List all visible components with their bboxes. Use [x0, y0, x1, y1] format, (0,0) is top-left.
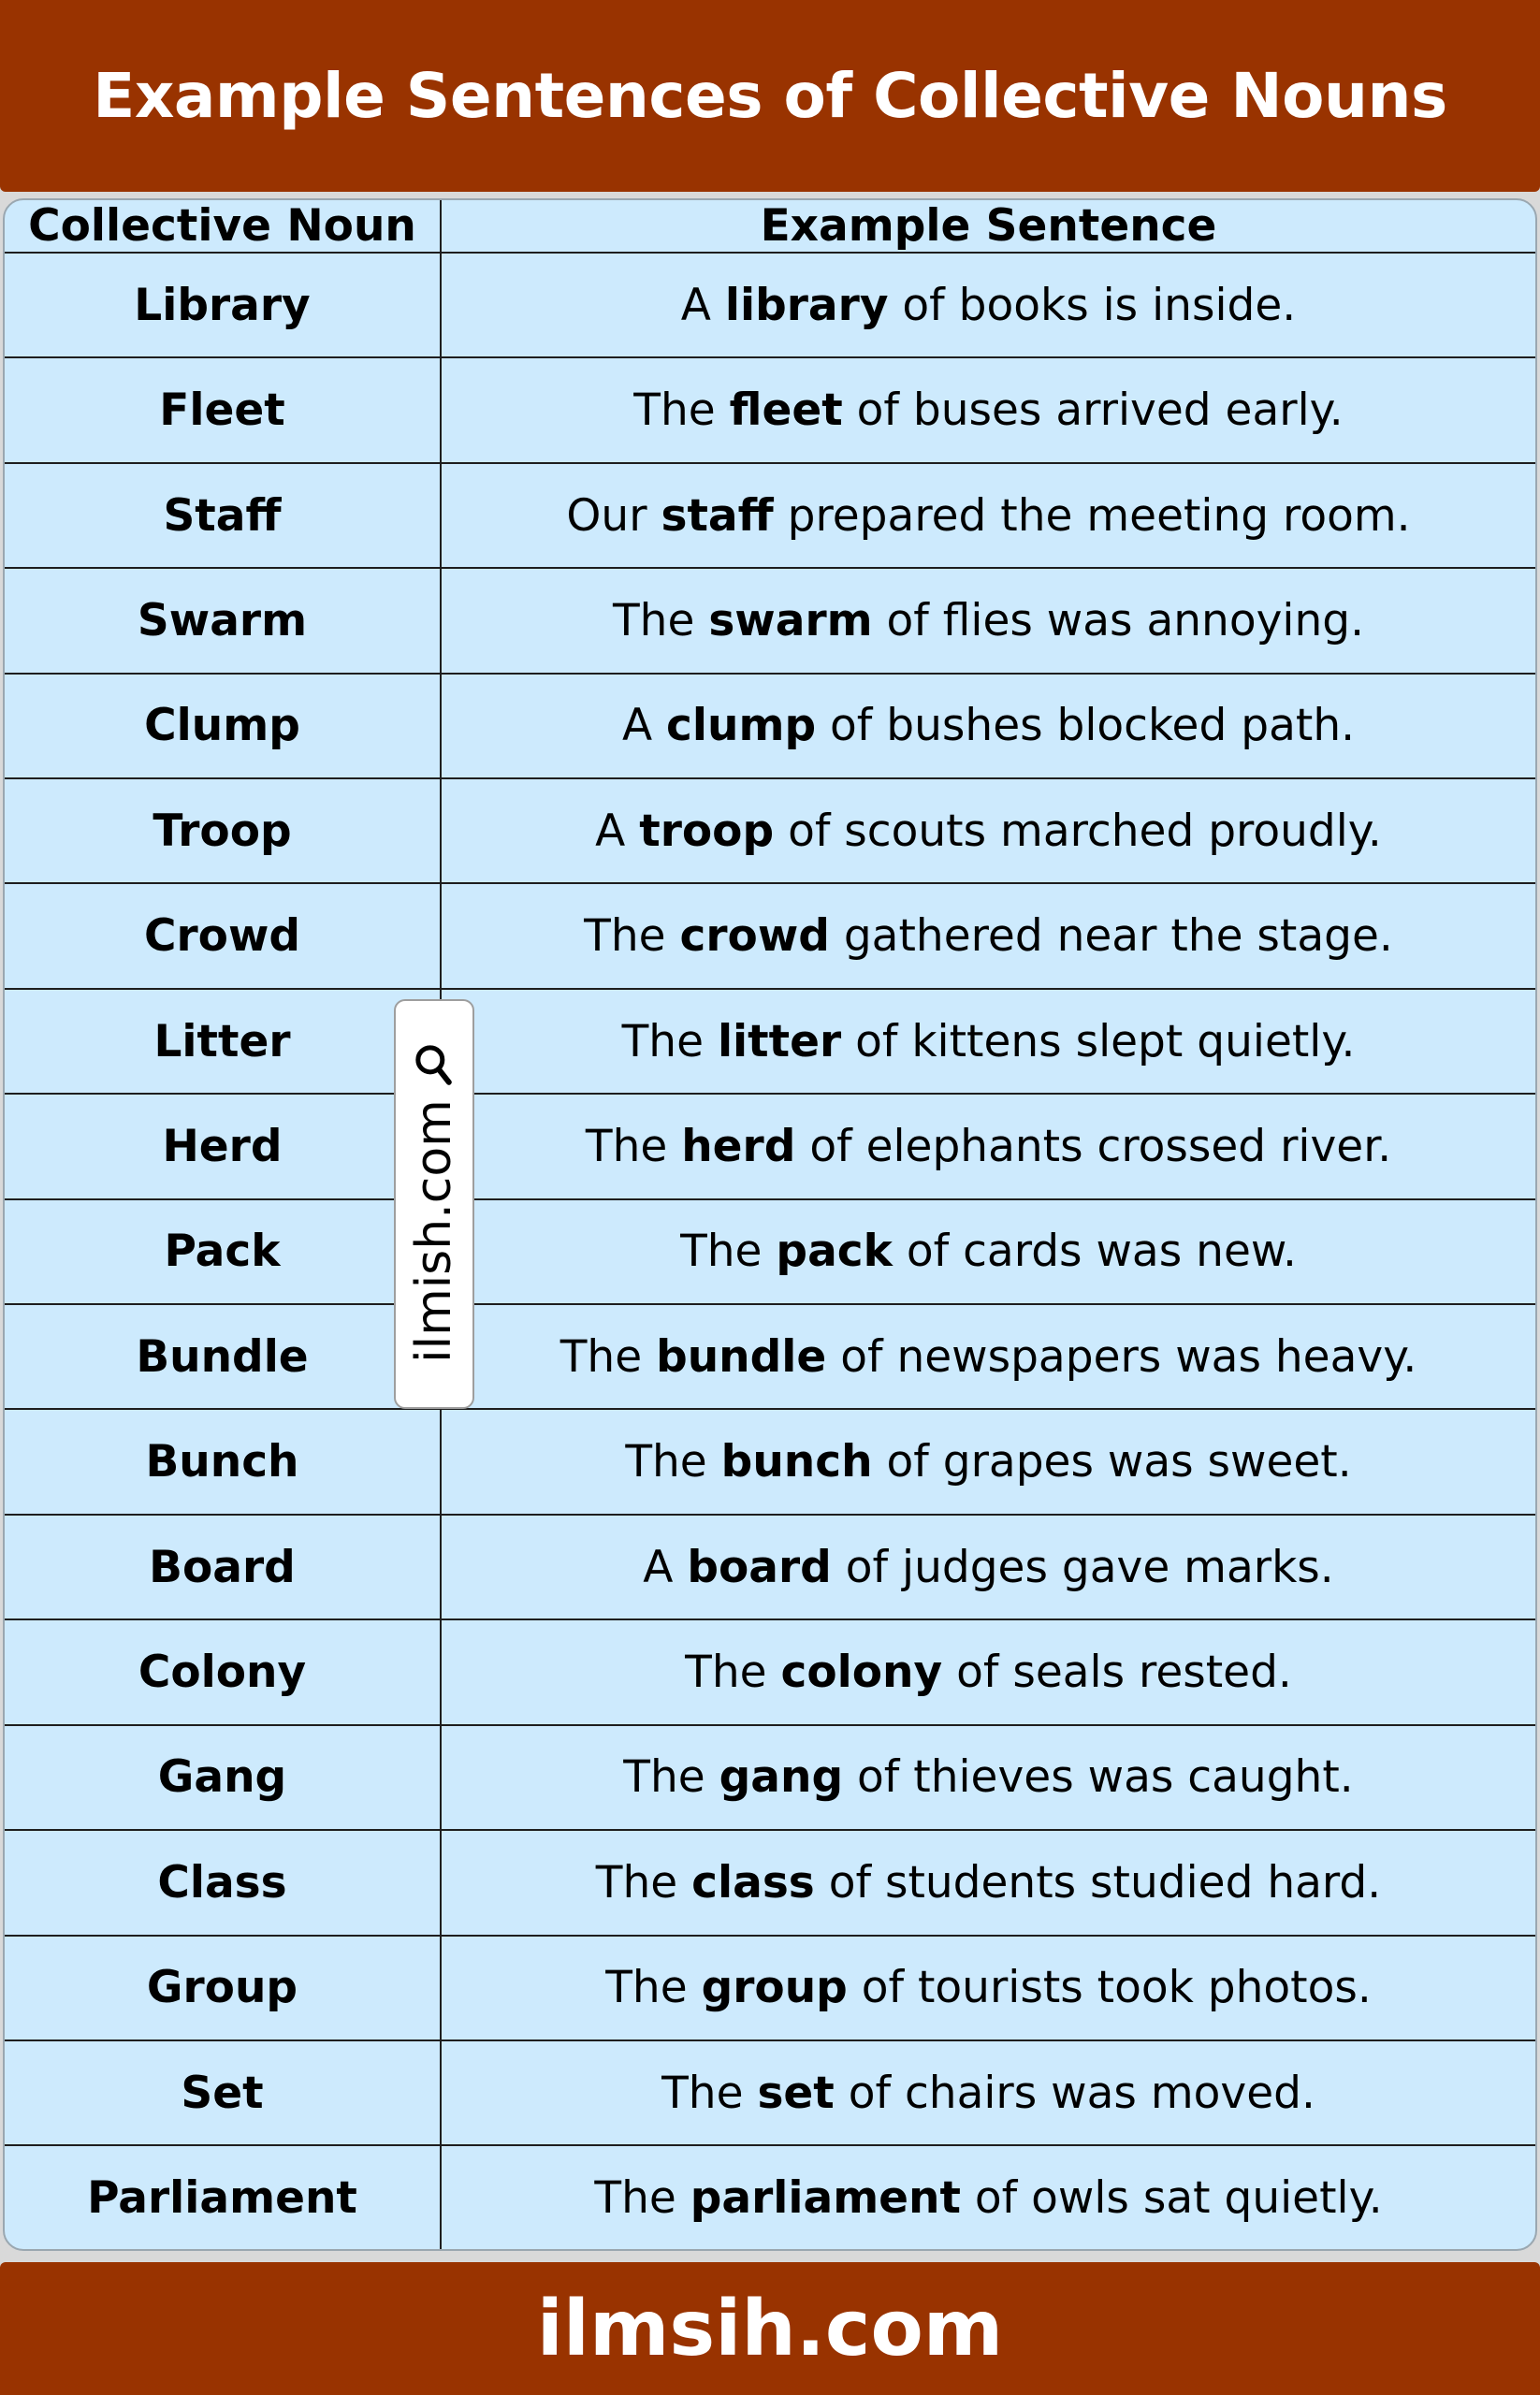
sentence-suffix: of newspapers was heavy.: [826, 1330, 1417, 1383]
sentence-cell: [441, 883, 1535, 988]
noun-cell: Parliament: [5, 2145, 441, 2249]
table-row: [5, 1936, 1535, 2040]
sentence-cell: [441, 1304, 1535, 1409]
magnifier-icon: [414, 1043, 455, 1088]
table-row: [5, 1094, 1535, 1198]
sentence-noun-highlight: class: [691, 1856, 815, 1909]
sentence-prefix: A: [643, 1541, 688, 1593]
sentence-prefix: The: [559, 1330, 657, 1383]
sentence-noun-highlight: swarm: [708, 594, 873, 646]
table-header-row: [5, 200, 1535, 253]
sentence-prefix: The: [680, 1226, 777, 1278]
noun-cell: Set: [5, 2040, 441, 2145]
table-row: [5, 674, 1535, 778]
noun-cell: Colony: [5, 1619, 441, 1724]
sentence-suffix: of books is inside.: [888, 279, 1297, 331]
sentence-prefix: The: [633, 385, 730, 437]
sentence-suffix: of judges gave marks.: [831, 1541, 1334, 1593]
sentence-prefix: The: [585, 1120, 682, 1172]
sentence-noun-highlight: colony: [780, 1646, 943, 1698]
sentence-prefix: The: [584, 910, 680, 963]
noun-cell: Clump: [5, 674, 441, 778]
sentence-prefix: The: [612, 594, 709, 646]
sentence-cell: [441, 1936, 1535, 2040]
sentence-prefix: A: [621, 700, 667, 752]
sentence-prefix: The: [605, 1962, 702, 2014]
sentence-prefix: A: [680, 279, 725, 331]
sentence-noun-highlight: litter: [717, 1015, 842, 1067]
sentence-noun-highlight: board: [687, 1541, 832, 1593]
sentence-cell: [441, 568, 1535, 673]
sentence-noun-highlight: pack: [776, 1226, 893, 1278]
sentence-noun-highlight: bunch: [720, 1436, 873, 1488]
noun-cell: Herd: [5, 1094, 441, 1198]
page-title: Example Sentences of Collective Nouns: [93, 60, 1447, 132]
sentence-noun-highlight: gang: [719, 1751, 844, 1804]
table-row: [5, 2145, 1535, 2249]
sentence-noun-highlight: fleet: [729, 385, 843, 437]
sentence-cell: [441, 253, 1535, 357]
noun-cell: Swarm: [5, 568, 441, 673]
sentence-prefix: The: [623, 1751, 719, 1804]
table-row: [5, 357, 1535, 462]
sentence-cell: [441, 1094, 1535, 1198]
watermark-text: ilmish.com: [406, 1099, 463, 1363]
footer-banner: [0, 2262, 1540, 2395]
sentence-noun-highlight: crowd: [679, 910, 830, 963]
sentence-suffix: of tourists took photos.: [847, 1962, 1372, 2014]
sentence-noun-highlight: parliament: [690, 2171, 961, 2224]
footer-site-name: ilmsih.com: [536, 2284, 1004, 2373]
table-row: [5, 883, 1535, 988]
sentence-suffix: of chairs was moved.: [834, 2067, 1315, 2119]
sentence-suffix: of flies was annoying.: [872, 594, 1365, 646]
table-row: [5, 1515, 1535, 1619]
sentence-noun-highlight: clump: [666, 700, 817, 752]
table-row: [5, 463, 1535, 568]
sentence-cell: [441, 1830, 1535, 1935]
sentence-cell: [441, 2145, 1535, 2249]
noun-cell: Class: [5, 1830, 441, 1935]
table-row: [5, 2040, 1535, 2145]
noun-cell: Group: [5, 1936, 441, 2040]
sentence-prefix: Our: [566, 489, 661, 542]
sentence-cell: [441, 1409, 1535, 1514]
table-row: [5, 989, 1535, 1094]
noun-cell: Bundle: [5, 1304, 441, 1409]
sentence-noun-highlight: staff: [661, 489, 774, 542]
noun-cell: Staff: [5, 463, 441, 568]
sentence-prefix: The: [621, 1015, 718, 1067]
sentence-prefix: The: [685, 1646, 781, 1698]
watermark-badge: [394, 999, 474, 1409]
sentence-suffix: of scouts marched proudly.: [774, 805, 1382, 857]
sentence-cell: [441, 1619, 1535, 1724]
noun-cell: Board: [5, 1515, 441, 1619]
noun-cell: Fleet: [5, 357, 441, 462]
sentence-prefix: A: [595, 805, 640, 857]
sentence-cell: [441, 778, 1535, 883]
column-header-noun: Collective Noun: [5, 200, 441, 253]
sentence-suffix: prepared the meeting room.: [773, 489, 1411, 542]
table-row: [5, 1199, 1535, 1304]
sentence-suffix: of cards was new.: [892, 1226, 1297, 1278]
sentence-suffix: of seals rested.: [942, 1646, 1292, 1698]
sentence-suffix: gathered near the stage.: [829, 910, 1393, 963]
sentence-cell: [441, 1725, 1535, 1830]
sentence-prefix: The: [661, 2067, 758, 2119]
sentence-noun-highlight: set: [757, 2067, 835, 2119]
sentence-suffix: of bushes blocked path.: [816, 700, 1356, 752]
table-row: [5, 778, 1535, 883]
sentence-noun-highlight: library: [724, 279, 889, 331]
sentence-suffix: of buses arrived early.: [842, 385, 1344, 437]
header-banner: [0, 0, 1540, 192]
sentence-suffix: of thieves was caught.: [843, 1751, 1354, 1804]
table-row: [5, 253, 1535, 357]
table-row: [5, 1830, 1535, 1935]
column-header-sentence: Example Sentence: [441, 200, 1535, 253]
table-row: [5, 1725, 1535, 1830]
sentence-suffix: of elephants crossed river.: [795, 1120, 1392, 1172]
sentence-cell: [441, 989, 1535, 1094]
sentence-cell: [441, 357, 1535, 462]
table-row: [5, 1409, 1535, 1514]
sentence-suffix: of kittens slept quietly.: [841, 1015, 1356, 1067]
sentence-suffix: of students studied hard.: [814, 1856, 1382, 1909]
sentence-noun-highlight: troop: [639, 805, 775, 857]
sentence-suffix: of owls sat quietly.: [960, 2171, 1383, 2224]
sentence-prefix: The: [595, 1856, 692, 1909]
noun-cell: Gang: [5, 1725, 441, 1830]
collective-nouns-table: [3, 198, 1537, 2251]
noun-cell: Litter: [5, 989, 441, 1094]
noun-cell: Crowd: [5, 883, 441, 988]
noun-cell: Troop: [5, 778, 441, 883]
sentence-noun-highlight: herd: [681, 1120, 796, 1172]
noun-cell: Library: [5, 253, 441, 357]
sentence-cell: [441, 463, 1535, 568]
sentence-cell: [441, 674, 1535, 778]
sentence-prefix: The: [594, 2171, 690, 2224]
sentence-cell: [441, 1515, 1535, 1619]
table-row: [5, 1619, 1535, 1724]
sentence-cell: [441, 1199, 1535, 1304]
noun-cell: Pack: [5, 1199, 441, 1304]
sentence-noun-highlight: group: [701, 1962, 848, 2014]
noun-cell: Bunch: [5, 1409, 441, 1514]
sentence-suffix: of grapes was sweet.: [872, 1436, 1352, 1488]
sentence-prefix: The: [625, 1436, 721, 1488]
table-row: [5, 568, 1535, 673]
sentence-noun-highlight: bundle: [656, 1330, 827, 1383]
table-row: [5, 1304, 1535, 1409]
sentence-cell: [441, 2040, 1535, 2145]
